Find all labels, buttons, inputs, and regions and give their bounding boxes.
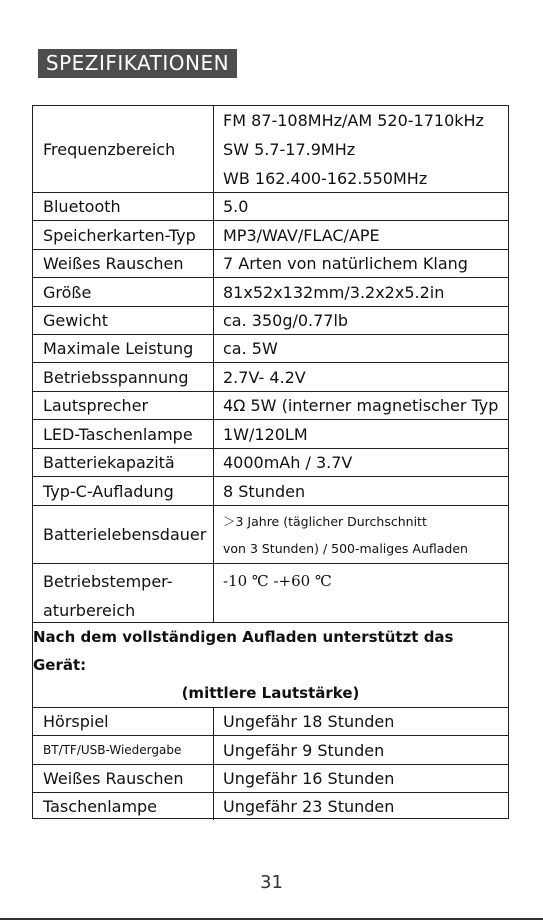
spec-label: Speicherkarten-Typ xyxy=(43,225,196,245)
spec-label: Größe xyxy=(43,282,92,302)
usage-row-playback xyxy=(33,736,508,765)
spec-row-frequency xyxy=(33,106,508,193)
usage-label: Weißes Rauschen xyxy=(43,769,184,788)
spec-label: Betriebstemper- aturbereich xyxy=(43,572,173,620)
charging-note xyxy=(33,622,508,708)
usage-value: Ungefähr 18 Stunden xyxy=(223,712,395,731)
section-title: SPEZIFIKATIONEN xyxy=(38,49,237,78)
page-number: 31 xyxy=(260,872,283,893)
usage-label: BT/TF/USB-Wiedergabe xyxy=(43,743,182,757)
spec-row-weight xyxy=(33,307,508,335)
spec-row-led xyxy=(33,420,508,449)
spec-table xyxy=(32,105,509,819)
spec-value: 81x52x132mm/3.2x2x5.2in xyxy=(223,282,445,302)
spec-value: ca. 5W xyxy=(223,339,278,358)
spec-label: Frequenzbereich xyxy=(43,139,176,159)
spec-label: Batteriekapazitä xyxy=(43,453,175,472)
usage-row-flashlight xyxy=(33,793,508,820)
usage-value: Ungefähr 16 Stunden xyxy=(223,769,395,788)
spec-label: Betriebsspannung xyxy=(43,367,189,387)
usage-label: Taschenlampe xyxy=(43,797,158,816)
spec-value: 8 Stunden xyxy=(223,481,306,501)
spec-value: 7 Arten von natürlichem Klang xyxy=(223,254,468,273)
spec-label: LED-Taschenlampe xyxy=(43,424,193,444)
spec-row-speaker xyxy=(33,392,508,420)
spec-value: -10 ℃ -+60 ℃ xyxy=(223,572,332,590)
spec-row-size xyxy=(33,278,508,307)
spec-row-memory-card xyxy=(33,221,508,250)
spec-value: MP3/WAV/FLAC/APE xyxy=(223,225,380,245)
note-line-1: Nach dem vollständigen Aufladen unterstützt das Gerät: xyxy=(33,628,454,674)
spec-value: 4Ω 5W (interner magnetischer Typ xyxy=(223,396,499,415)
usage-row-white-noise xyxy=(33,765,508,793)
page-bottom-rule xyxy=(0,918,543,920)
note-line-2: (mittlere Lautstärke) xyxy=(181,684,360,702)
spec-label: Weißes Rauschen xyxy=(43,254,184,273)
spec-value: 4000mAh / 3.7V xyxy=(223,453,353,472)
spec-label: Maximale Leistung xyxy=(43,339,194,358)
spec-value: ＞3 Jahre (täglicher Durchschnitt von 3 Stunden) / 500-maliges Aufladen xyxy=(223,513,468,556)
spec-row-voltage xyxy=(33,363,508,392)
spec-row-battery-life xyxy=(33,506,508,564)
usage-value: Ungefähr 9 Stunden xyxy=(223,740,385,760)
spec-value: 1W/120LM xyxy=(223,424,308,444)
spec-value: ca. 350g/0.77lb xyxy=(223,311,349,330)
spec-row-max-power xyxy=(33,335,508,363)
spec-row-typec-charging xyxy=(33,477,508,506)
spec-row-battery-capacity xyxy=(33,449,508,477)
spec-label: Gewicht xyxy=(43,311,108,330)
spec-label: Typ-C-Aufladung xyxy=(43,481,174,501)
usage-value: Ungefähr 23 Stunden xyxy=(223,797,395,816)
spec-label: Batterielebensdauer xyxy=(43,525,207,544)
spec-value: 2.7V- 4.2V xyxy=(223,367,306,387)
usage-row-audiobook xyxy=(33,708,508,736)
spec-label: Lautsprecher xyxy=(43,396,149,415)
usage-label: Hörspiel xyxy=(43,712,109,731)
spec-value: FM 87-108MHz/AM 520-1710kHz SW 5.7-17.9MHz WB 162.400-162.550MHz xyxy=(223,110,484,188)
spec-row-temperature xyxy=(33,564,508,622)
spec-label: Bluetooth xyxy=(43,197,121,216)
spec-row-white-noise xyxy=(33,250,508,278)
spec-row-bluetooth xyxy=(33,193,508,221)
spec-value: 5.0 xyxy=(223,197,249,216)
